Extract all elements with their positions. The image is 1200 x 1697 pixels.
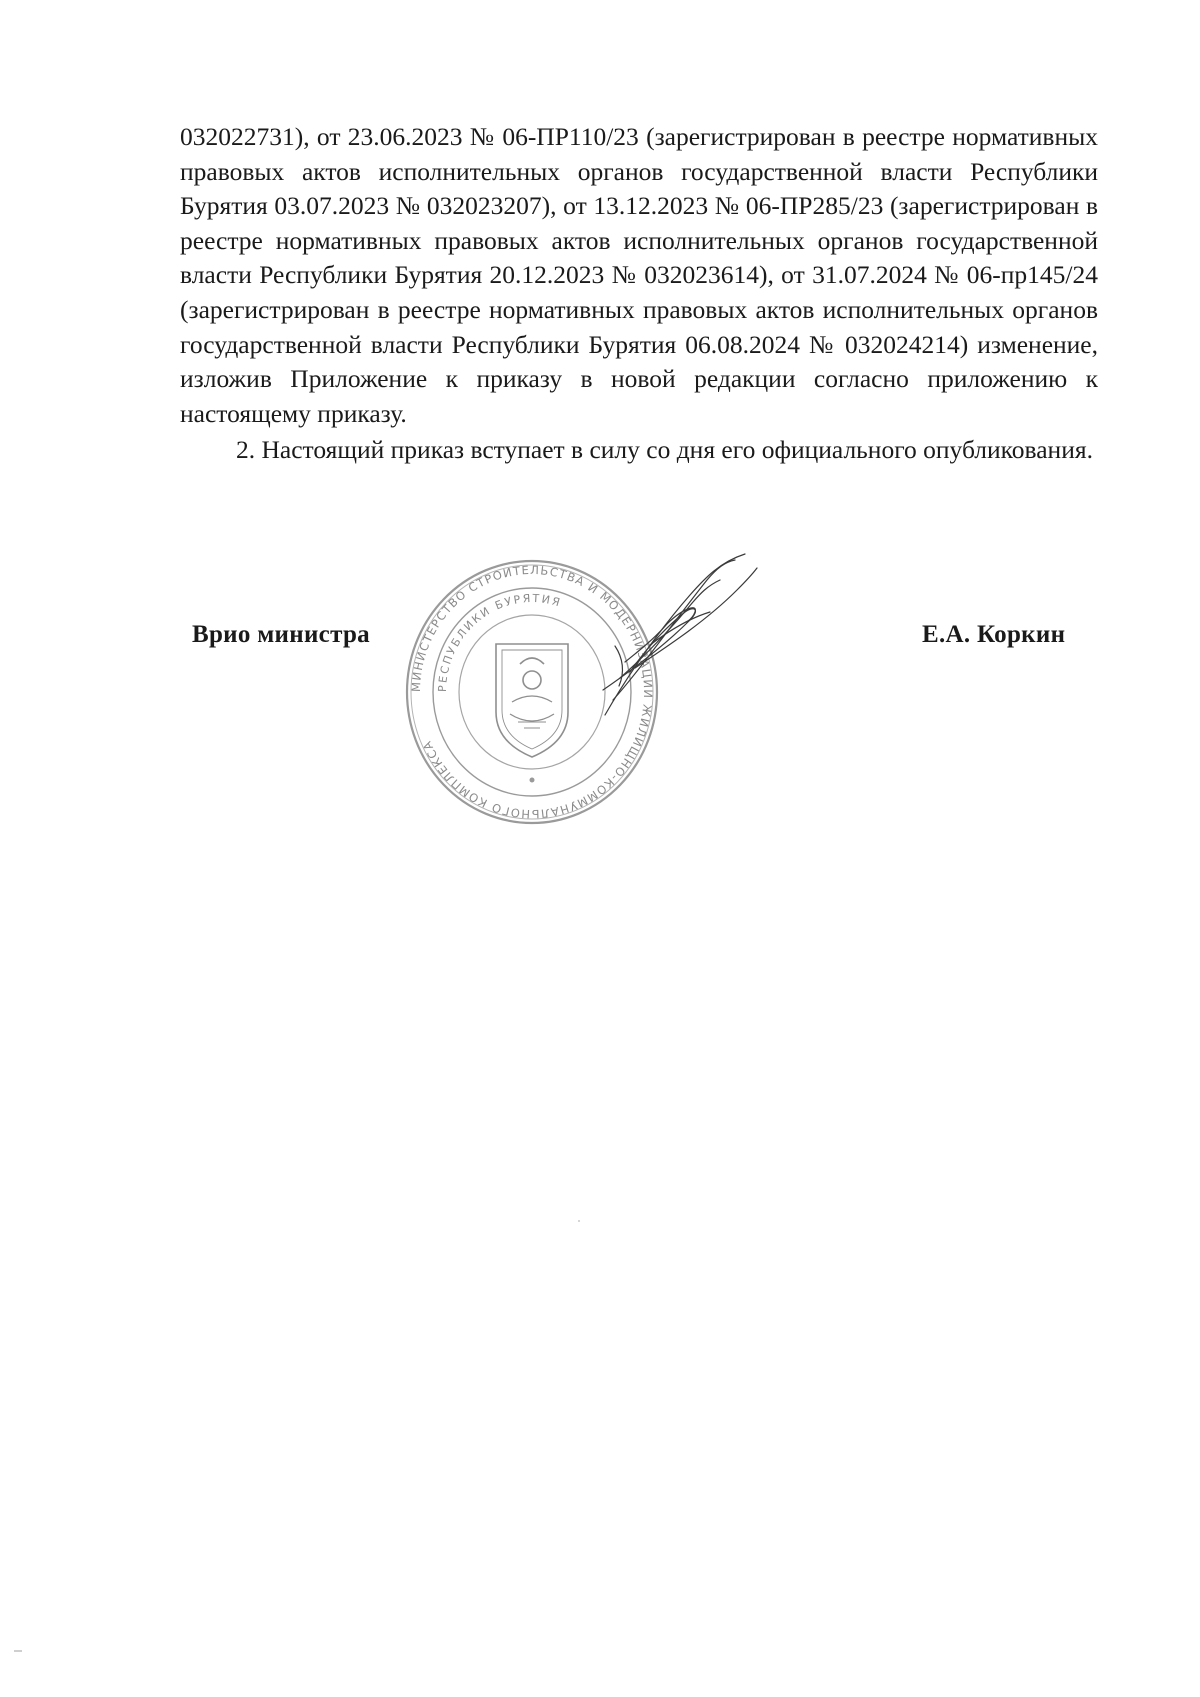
signatory-name: Е.А. Коркин — [922, 621, 1066, 648]
signatory-title: Врио министра — [192, 621, 370, 648]
document-body — [180, 120, 1098, 468]
scan-artifact — [578, 1220, 580, 1222]
scan-artifact — [14, 1650, 22, 1652]
seal-outer-text: МИНИСТЕРСТВО СТРОИТЕЛЬСТВА И МОДЕРНИЗАЦИИ ЖИЛИЩНО-КОММУНАЛЬНОГО КОМПЛЕКСА — [408, 562, 656, 822]
paragraph-2: 2. Настоящий приказ вступает в силу со дня его официального опубликования. — [236, 435, 1093, 465]
coat-of-arms-icon — [496, 644, 568, 757]
handwritten-signature — [595, 550, 770, 730]
paragraph-1: 032022731), от 23.06.2023 № 06-ПР110/23 (зарегистрирован в реестре нормативных правовых актов исполнительных органов государственной власти Республики Бурятия 03.07.2023 № 032023207), от 13.12.2023 № 06-ПР285/23 (зарегистрирован в реестре нормативных правовых актов исполнительных органов государственной власти Республики Бурятия 20.12.2023 № 032023614), от 31.07.2024 № 06-пр145/24 (зарегистрирован в реестре нормативных правовых актов исполнительных органов государственной власти Республики Бурятия 06.08.2024 № 032024214) изменение, изложив Приложение к приказу в новой редакции согласно приложению к настоящему приказу. — [180, 122, 1098, 428]
seal-inner-text: РЕСПУБЛИКИ БУРЯТИЯ — [435, 591, 564, 693]
